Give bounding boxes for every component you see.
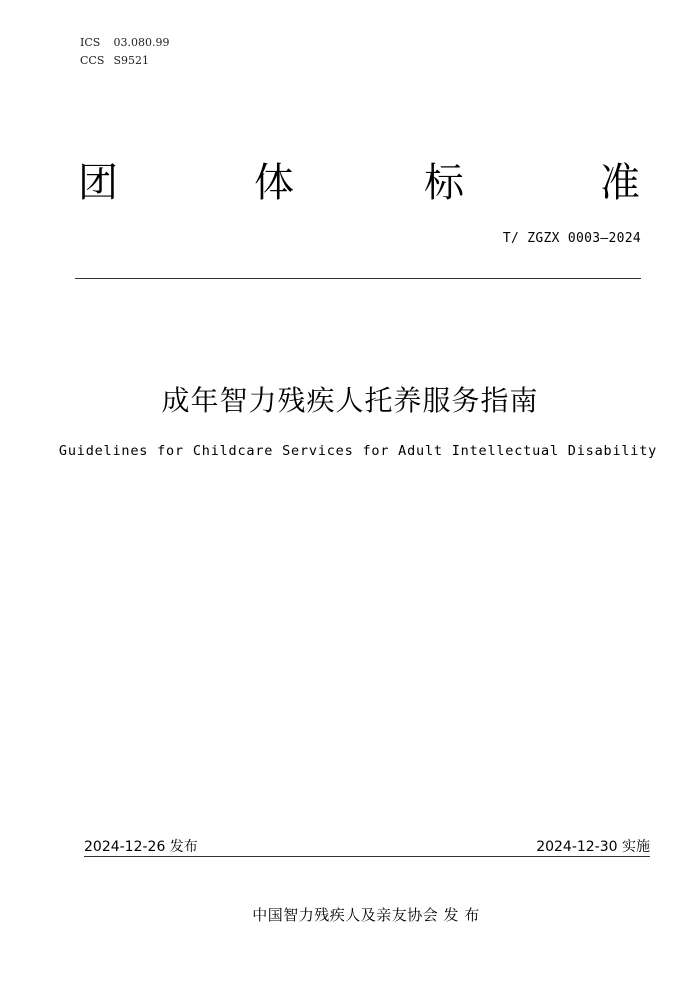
publisher: 中国智力残疾人及亲友协会 发 布 [252, 906, 480, 924]
ics-label: ICS [80, 36, 101, 49]
classification-codes [80, 34, 169, 70]
standard-type-char: 准 [600, 160, 640, 206]
standard-type-char: 体 [254, 160, 294, 206]
standard-type-char: 标 [424, 160, 464, 206]
ccs-value: S9521 [113, 54, 150, 67]
ics-row [80, 34, 169, 52]
title-chinese: 成年智力残疾人托养服务指南 [161, 384, 539, 417]
header-divider [75, 278, 641, 279]
title-english: Guidelines for Childcare Services for Adult Intellectual Disability [58, 443, 658, 459]
footer-divider [84, 856, 650, 857]
ics-value: 03.080.99 [113, 36, 170, 49]
publish-date: 2024-12-26 发布 [84, 839, 198, 855]
implement-date: 2024-12-30 实施 [536, 839, 650, 855]
ccs-label: CCS [80, 54, 105, 67]
standard-type-heading [78, 158, 644, 208]
ccs-row [80, 52, 169, 70]
standard-number: T/ ZGZX 0003—2024 [502, 231, 641, 246]
standard-type-char: 团 [78, 160, 118, 206]
